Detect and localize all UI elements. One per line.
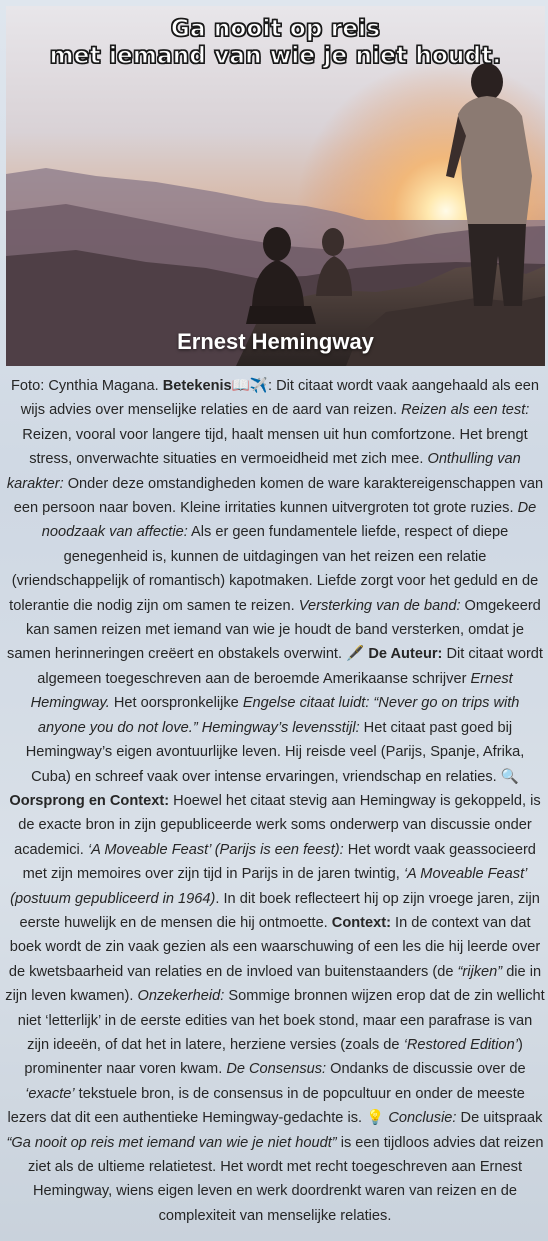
subheading-moveable-feast: ‘A Moveable Feast’ (Parijs is een feest): [87,841,344,858]
book-plane-emoji: 📖✈️ [231,378,269,394]
subheading-consensus: De Consensus: [226,1061,327,1078]
text-segment: Onder deze omstandigheden komen de ware karaktereigenschappen van een persoon naar boven. Kleine irritaties kunnen uitvergroten tot grote ruzies. [13,475,544,517]
subheading-onthulling: Onthulling van karakter: [6,451,521,492]
subheading-versterking: Versterking van de band: [298,597,461,614]
text-segment: Het wordt vaak geassocieerd met zijn memoires over zijn tijd in Parijs in de jaren twintig, [22,841,536,883]
text-segment: Dit citaat wordt algemeen toegeschreven aan de beroemde Amerikaanse schrijver [37,646,543,687]
article-text [5,374,545,1228]
subheading-conclusie: Conclusie: [388,1110,457,1127]
text-segment: Als er geen fundamentele liefde, respect of diepe genegenheid is, kunnen de uitdagingen van het reizen een relatie (vriendschappelijk of romantisch) kapotmaken. Liefde zorgt voor het geduld en de tolerantie die nodig zijn om samen te reizen. [9,524,539,614]
text-segment: Het citaat past goed bij Hemingway’s eigen avontuurlijke leven. Hij reisde veel (Parijs, Spanje, Afrika, Cuba) en schreef vaak over intense ervaringen, vriendschap en relaties. [25,719,525,785]
quote-line-2: met iemand van wie je niet houdt. [49,43,502,69]
author-overlay: Ernest Hemingway [177,329,374,354]
text-segment: Omgekeerd kan samen reizen met iemand van wie je houdt de band versterken, omdat je samen herinneringen creëert en obstakels overwint. [7,597,541,663]
text-segment: Het oorspronkelijke [109,695,243,712]
text-segment: is een tijdloos advies dat reizen ziet als de ultieme relatietest. Het wordt met recht toegeschreven aan Ernest Hemingway, wiens eigen leven en werk doordrenkt waren van reizen en de complexiteit van menselijke relaties. [28,1134,544,1224]
photo-credit: Foto: Cynthia Magana. [11,378,163,394]
heading-context: Context: [331,914,391,931]
heading-betekenis: Betekenis [162,378,232,394]
quote-line-1: Ga nooit op reis [170,16,381,42]
quote-overlay [6,16,545,70]
quote-photo [6,6,545,366]
author-name: Ernest Hemingway. [30,670,513,712]
magnifier-icon: 🔍 [500,768,519,785]
exacte-term: ‘exacte’ [25,1085,75,1102]
pen-icon: 🖋️ [346,646,369,663]
text-segment: : Dit citaat wordt vaak aangehaald als een wijs advies over menselijke relaties en de aard van reizen. [20,378,539,419]
restored-edition: ‘Restored Edition’ [403,1036,518,1053]
text-segment: . In dit boek reflecteert hij op zijn vroege jaren, zijn eerste huwelijk en de mensen die hij ontmoette. [19,890,540,931]
lightbulb-icon: 💡 [366,1110,389,1127]
text-segment: In de context van dat boek wordt de zin vaak gezien als een waarschuwing of een les die hij leerde over de kwetsbaarheid van relaties en de invloed van buitenstaanders (de [8,914,541,980]
book-title: ‘A Moveable Feast’ (postuum gepubliceerd in 1964) [10,866,528,907]
text-segment: ) prominenter naar voren kwam. [24,1036,523,1078]
text-segment: Sommige bronnen wijzen erop dat de zin wellicht niet ‘letterlijk’ in de eerste edities van het boek stond, maar een parafrase is van zijn ideeën, of dat het in latere, herziene versies (zoals de [17,988,545,1053]
subheading-onzekerheid: Onzekerheid: [137,988,225,1005]
text-segment: die in zijn leven kwamen). [5,963,542,1005]
dutch-quote: “Ga nooit op reis met iemand van wie je niet houdt” [6,1134,337,1151]
text-segment: Hoewel het citaat stevig aan Hemingway is gekoppeld, is de exacte bron in zijn gepubliceerde werk soms onderwerp van discussie onder academici. [14,792,541,858]
english-quote: Engelse citaat luidt: “Never go on trips with anyone you do not love.” Hemingway’s levensstijl: [37,695,520,736]
text-segment: De uitspraak [456,1110,543,1127]
heading-auteur: De Auteur: [368,646,443,663]
text-segment: tekstuele bron, is de consensus in de popcultuur en onder de meeste lezers dat dit een authentieke Hemingway-gedachte is. [7,1085,525,1127]
text-segment: Ondanks de discussie over de [326,1061,526,1078]
heading-oorsprong: Oorsprong en Context: [9,792,170,809]
rijken-term: “rijken” [457,963,503,980]
text-segment: Reizen, vooral voor langere tijd, haalt mensen uit hun comfortzone. Het brengt stress, onverwachte situaties en vermoeidheid met zich mee. [22,426,528,468]
subheading-affectie: De noodzaak van affectie: [41,500,537,541]
subheading-reizen-test: Reizen als een test: [401,402,530,419]
